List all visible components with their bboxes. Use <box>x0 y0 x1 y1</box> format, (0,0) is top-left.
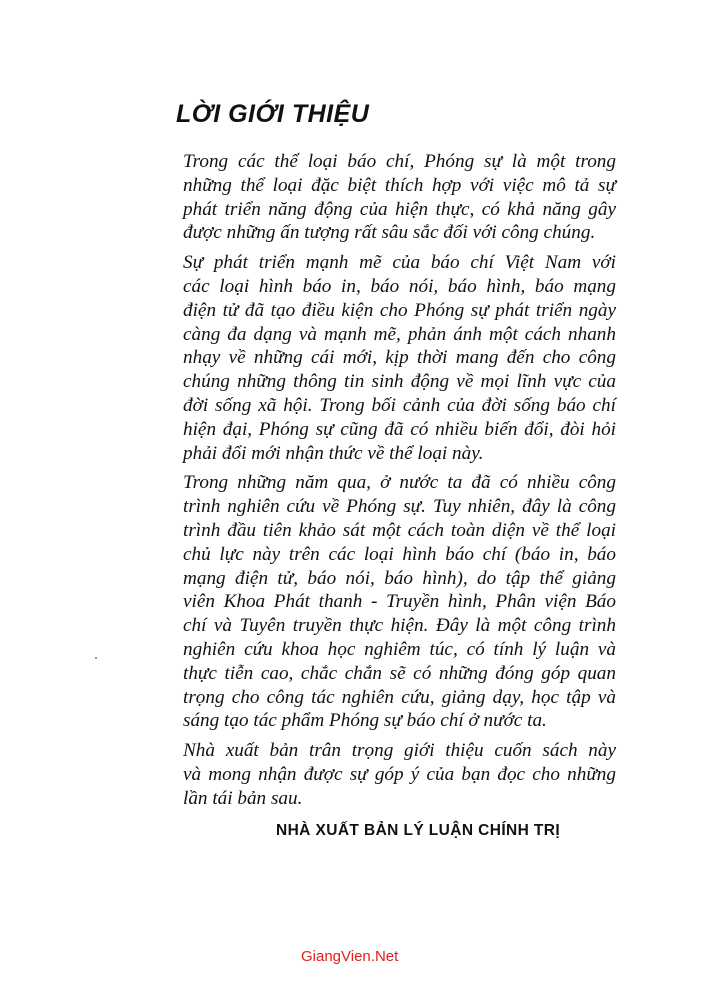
text-line: hiện đại, Phóng sự cũng đã có nhiều biến đổi, đòi hỏi <box>183 418 616 440</box>
publisher-signature: NHÀ XUẤT BẢN LÝ LUẬN CHÍNH TRỊ <box>276 822 561 839</box>
text-line: chúng những thông tin sinh động về mọi lĩnh vực của <box>183 371 616 393</box>
text-line: nhạy về những cái mới, kịp thời mang đến cho công <box>183 347 616 369</box>
text-line: trọng cho công tác nghiên cứu, giảng dạy, học tập và <box>183 686 616 708</box>
text-line: mạng điện tử, báo nói, báo hình), do tập thể giảng <box>183 567 616 589</box>
text-line: Sự phát triển mạnh mẽ của báo chí Việt Nam với <box>183 252 616 274</box>
text-line: lần tái bản sau. <box>183 787 303 809</box>
text-line: viên Khoa Phát thanh - Truyền hình, Phân viện Báo <box>183 591 616 613</box>
text-line: phải đổi mới nhận thức về thể loại này. <box>183 442 484 464</box>
text-line: chủ lực này trên các loại hình báo chí (báo in, báo <box>183 543 616 565</box>
text-line: sáng tạo tác phẩm Phóng sự báo chí ở nước ta. <box>183 710 547 732</box>
text-line: thực tiễn cao, chắc chắn sẽ có những đóng góp quan <box>183 662 616 684</box>
text-line: Trong các thể loại báo chí, Phóng sự là một trong <box>183 151 616 172</box>
text-line: Trong những năm qua, ở nước ta đã có nhiều công <box>183 472 616 494</box>
text-line: trình nghiên cứu về Phóng sự. Tuy nhiên, đây là công <box>183 496 616 518</box>
text-line: điện tử đã tạo điều kiện cho Phóng sự phát triển ngày <box>183 299 616 321</box>
text-line: những thể loại đặc biệt thích hợp với việc mô tả sự <box>183 174 616 196</box>
text-line: các loại hình báo in, báo nói, báo hình, báo mạng <box>183 275 616 297</box>
paragraph <box>156 150 616 245</box>
text-line: phát triển năng động của hiện thực, có khả năng gây <box>183 198 616 220</box>
text-line: Nhà xuất bản trân trọng giới thiệu cuốn sách này <box>183 740 616 762</box>
scan-speck <box>95 657 97 659</box>
watermark-link[interactable]: GiangVien.Net <box>301 948 399 965</box>
page-heading: LỜI GIỚI THIỆU <box>176 100 370 128</box>
text-line: nghiên cứu khoa học nghiêm túc, có tính lý luận và <box>183 638 616 660</box>
text-line: càng đa dạng và mạnh mẽ, phản ánh một cách nhanh <box>183 323 616 345</box>
text-line: trình đầu tiên khảo sát một cách toàn diện về thể loại <box>183 519 616 541</box>
paragraph <box>156 739 616 810</box>
text-line: và mong nhận được sự góp ý của bạn đọc cho những <box>183 763 616 785</box>
body-text <box>156 150 616 817</box>
text-line: đời sống xã hội. Trong bối cảnh của đời sống báo chí <box>183 394 616 416</box>
paragraph <box>156 251 616 465</box>
text-line: được những ấn tượng rất sâu sắc đối với công chúng. <box>183 222 596 244</box>
paragraph <box>156 471 616 733</box>
text-line: chí và Tuyên truyền thực hiện. Đây là một công trình <box>183 615 616 637</box>
